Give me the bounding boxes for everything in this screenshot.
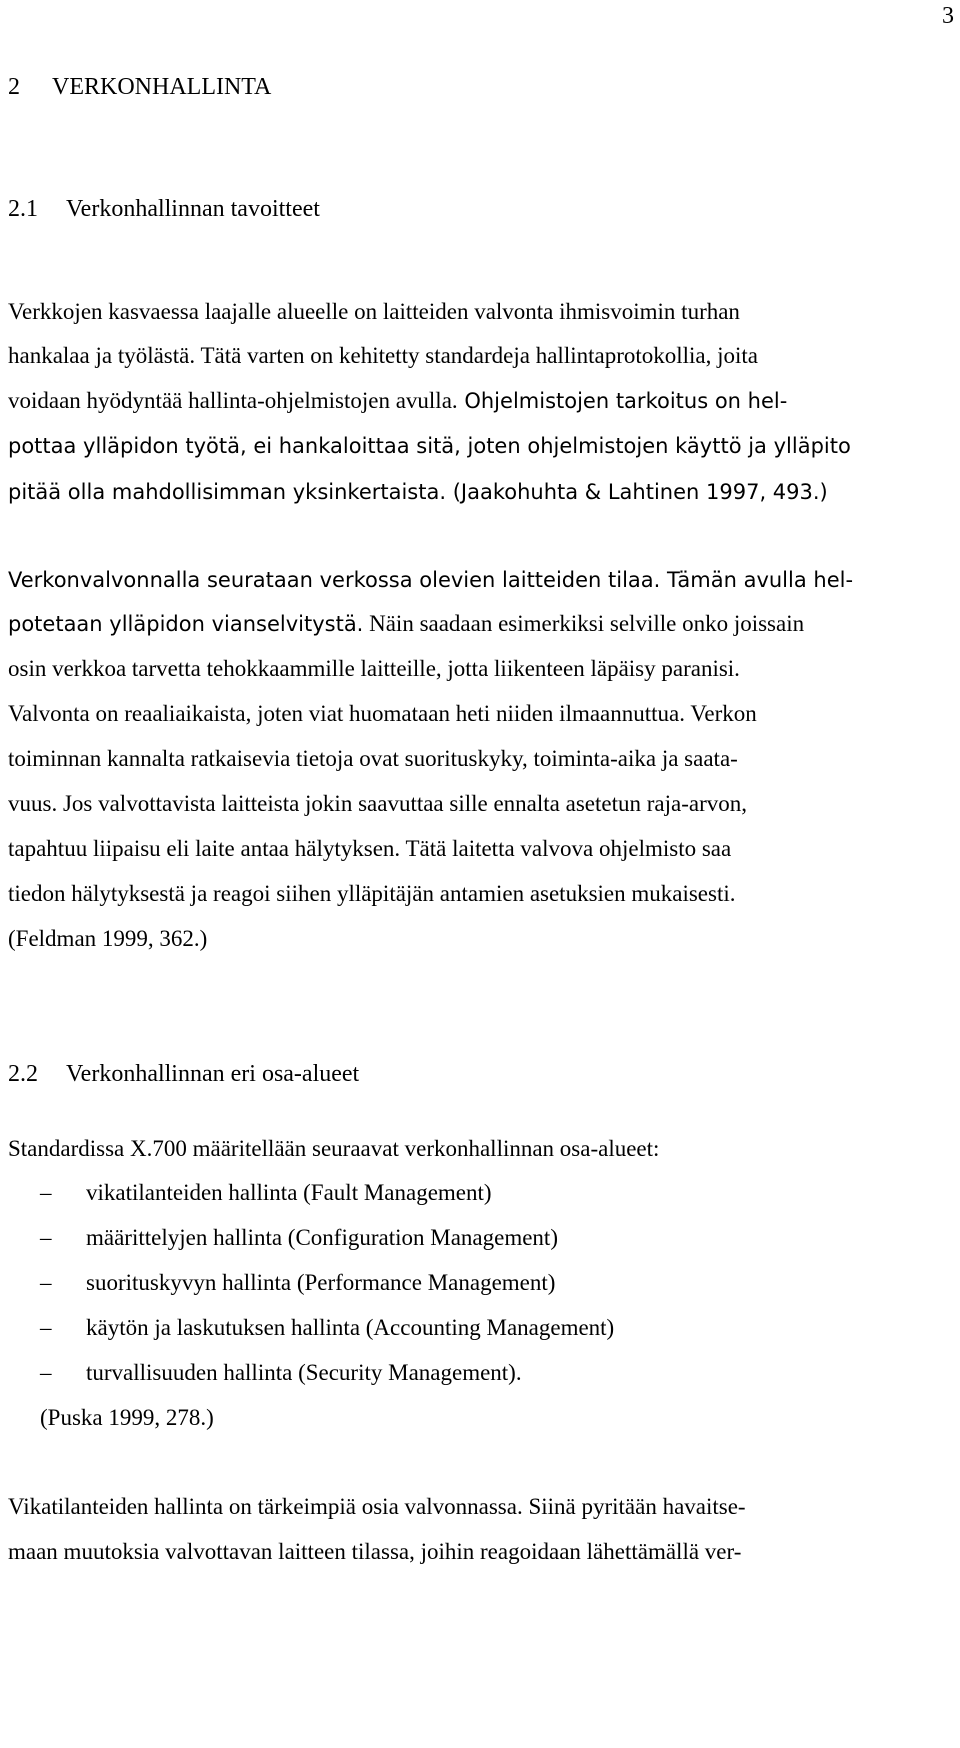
list-item (40, 1313, 614, 1343)
para1-text: Ohjelmistojen tarkoitus on hel- (457, 389, 788, 413)
para2-text: potetaan ylläpidon vianselvitystä. (8, 612, 364, 636)
page-number: 3 (942, 3, 954, 29)
section-heading-2-1 (8, 194, 320, 224)
section-title: Verkonhallinnan tavoitteet (66, 196, 320, 222)
list-item (40, 1223, 558, 1253)
dash-bullet: – (40, 1180, 52, 1205)
list-intro: Standardissa X.700 määritellään seuraavat verkonhallinnan osa-alueet: (8, 1136, 660, 1161)
para2-line: toiminnan kannalta ratkaisevia tietoja ovat suorituskyky, toiminta-aika ja saata- (8, 746, 738, 771)
chapter-heading (8, 72, 271, 102)
list-item-text: turvallisuuden hallinta (Security Management). (86, 1360, 522, 1385)
para2-line: tapahtuu liipaisu eli laite antaa hälytyksen. Tätä laitetta valvova ohjelmisto saa (8, 836, 732, 861)
para2-text: Näin saadaan esimerkiksi selville onko joissain (363, 611, 805, 636)
list-item (40, 1178, 492, 1208)
section-number: 2.1 (8, 196, 38, 222)
list-item-text: käytön ja laskutuksen hallinta (Accounting Management) (86, 1315, 615, 1340)
chapter-title: VERKONHALLINTA (52, 74, 272, 100)
para1-line: pottaa ylläpidon työtä, ei hankaloittaa sitä, joten ohjelmistojen käyttö ja ylläpito (8, 434, 851, 458)
dash-bullet: – (40, 1315, 52, 1340)
para3-line: Vikatilanteiden hallinta on tärkeimpiä osia valvonnassa. Siinä pyritään havaitse- (8, 1494, 746, 1519)
para1-line: Verkkojen kasvaessa laajalle alueelle on laitteiden valvonta ihmisvoimin turhan (8, 299, 740, 324)
section-title: Verkonhallinnan eri osa-alueet (66, 1061, 360, 1087)
section-number: 2.2 (8, 1061, 38, 1087)
para3-line: maan muutoksia valvottavan laitteen tilassa, joihin reagoidaan lähettämällä ver- (8, 1539, 742, 1564)
dash-bullet: – (40, 1270, 52, 1295)
dash-bullet: – (40, 1225, 52, 1250)
para1-line: hankalaa ja työlästä. Tätä varten on kehitetty standardeja hallintaprotokollia, joita (8, 343, 759, 368)
para2-line (8, 609, 804, 639)
list-item-text: määrittelyjen hallinta (Configuration Management) (86, 1225, 558, 1250)
para1-line (8, 386, 787, 416)
para2-line: tiedon hälytyksestä ja reagoi siihen ylläpitäjän antamien asetuksien mukaisesti. (8, 881, 736, 906)
para2-line: Verkonvalvonnalla seurataan verkossa olevien laitteiden tilaa. Tämän avulla hel- (8, 568, 854, 592)
para2-line: osin verkkoa tarvetta tehokkaammille laitteille, jotta liikenteen läpäisy paranisi. (8, 656, 740, 681)
list-item (40, 1358, 522, 1388)
para2-line: Valvonta on reaaliaikaista, joten viat huomataan heti niiden ilmaannuttua. Verkon (8, 701, 757, 726)
list-item-text: suorituskyvyn hallinta (Performance Management) (86, 1270, 556, 1295)
para2-line: (Feldman 1999, 362.) (8, 926, 208, 951)
list-item-text: vikatilanteiden hallinta (Fault Management) (86, 1180, 492, 1205)
chapter-number: 2 (8, 74, 20, 100)
section-heading-2-2 (8, 1059, 359, 1089)
para1-line: pitää olla mahdollisimman yksinkertaista. (Jaakohuhta & Lahtinen 1997, 493.) (8, 480, 828, 504)
dash-bullet: – (40, 1360, 52, 1385)
list-item (40, 1268, 555, 1298)
list-citation: (Puska 1999, 278.) (40, 1405, 214, 1430)
para1-text: voidaan hyödyntää hallinta-ohjelmistojen avulla. (8, 388, 458, 413)
para2-line: vuus. Jos valvottavista laitteista jokin saavuttaa sille ennalta asetetun raja-arvon, (8, 791, 747, 816)
